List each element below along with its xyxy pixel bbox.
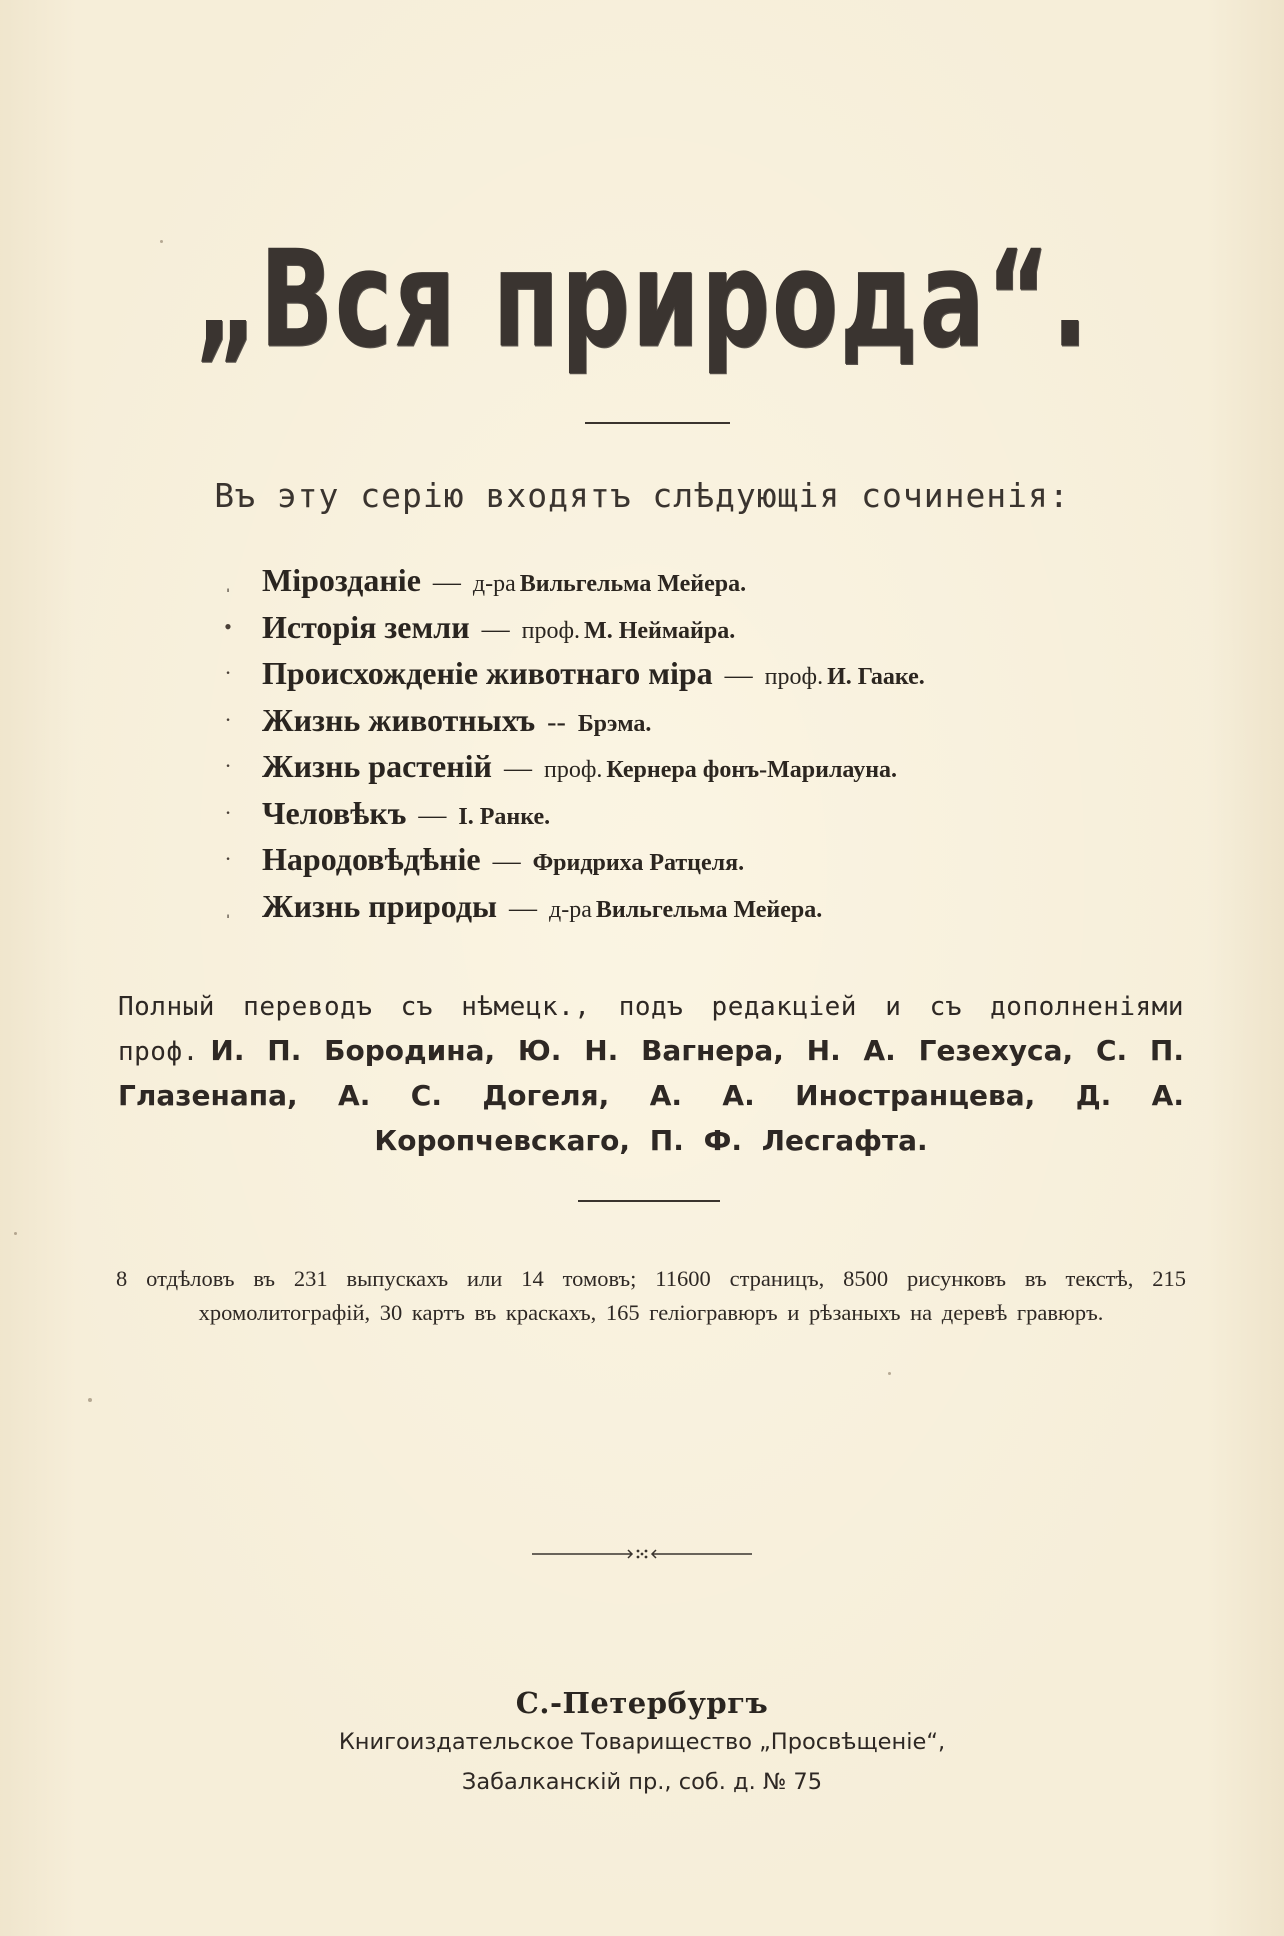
work-title: Мірозданіе: [262, 562, 421, 598]
work-author: М. Неймайра.: [584, 617, 736, 644]
paper-speck: [88, 1398, 92, 1402]
author-prefix: д-ра: [472, 571, 516, 597]
ornament-divider-icon: [532, 1544, 752, 1564]
list-marker: ·: [224, 846, 232, 871]
work-dash: —: [492, 846, 521, 877]
work-dash: —: [481, 613, 510, 645]
section-divider: [578, 1200, 720, 1202]
work-title: Жизнь животныхъ: [262, 701, 536, 738]
list-item: [224, 557, 1222, 604]
work-author: Вильгельма Мейера.: [519, 571, 747, 597]
work-title: Народовѣдѣніе: [262, 841, 481, 877]
list-item: [224, 743, 1222, 790]
list-item: [224, 836, 1222, 883]
work-author: Фридриха Ратцеля.: [532, 850, 745, 876]
translation-lead: Полный переводъ съ нѣмецк., подъ редакціей и съ дополненіями проф.: [118, 992, 1184, 1067]
list-marker: •: [224, 613, 232, 639]
editors-list: И. П. Бородина, Ю. Н. Вагнера, Н. А. Гезехуса, С. П. Глазенапа, А. С. Догеля, А. А. Иностранцева, Д. А. Коропчевскаго, П. Ф. Лесгафта.: [118, 1034, 1184, 1157]
series-intro: Въ эту серію входятъ слѣдующія сочиненія:: [214, 476, 1070, 515]
paper-speck: [14, 1232, 17, 1235]
author-prefix: проф.: [521, 617, 581, 644]
author-prefix: проф.: [543, 757, 603, 783]
work-dash: —: [724, 660, 753, 691]
publisher-name: Книгоиздательское Товарищество „Просвѣщеніе“,: [338, 1729, 946, 1755]
paper-speck: [160, 240, 163, 243]
list-item: [224, 604, 1222, 651]
work-title: Жизнь растеній: [262, 748, 492, 784]
work-dash: —: [503, 753, 532, 784]
author-prefix: д-ра: [549, 896, 592, 923]
work-author: И. Гааке.: [827, 664, 925, 690]
works-list: [224, 557, 1222, 929]
work-author: Брэма.: [577, 710, 652, 737]
work-dash: --: [547, 706, 566, 738]
list-marker: ˌ: [224, 892, 232, 918]
work-author: I. Ранке.: [458, 803, 551, 830]
work-title: Человѣкъ: [262, 794, 407, 831]
author-prefix: проф.: [764, 664, 824, 690]
work-dash: —: [432, 567, 461, 598]
list-item: [224, 883, 1222, 930]
publisher: [0, 1722, 1284, 1802]
series-title: „Вся природа“.: [194, 222, 1090, 378]
list-marker: ·: [224, 706, 232, 732]
list-marker: ·: [224, 753, 232, 778]
edition-stats: 8 отдѣловъ въ 231 выпускахъ или 14 томовъ; 11600 страницъ, 8500 рисунковъ въ текстѣ, 215 хромолитографій, 30 картъ въ краскахъ, 165 геліогравюръ и рѣзаныхъ на деревѣ гравюръ.: [116, 1266, 1186, 1325]
translation-credits: [118, 985, 1184, 1164]
list-marker: ˌ: [224, 567, 232, 592]
work-title: Жизнь природы: [262, 887, 498, 924]
list-item: [224, 790, 1222, 837]
list-item: [224, 697, 1222, 744]
work-author: Вильгельма Мейера.: [595, 896, 823, 923]
work-dash: —: [418, 799, 447, 831]
list-item: [224, 650, 1222, 697]
title-divider: [585, 422, 730, 424]
publisher-address: Забалканскій пр., соб. д. № 75: [461, 1769, 823, 1795]
work-title: Происхожденіе животнаго міра: [262, 655, 713, 691]
city: С.-Петербургъ: [515, 1686, 769, 1720]
work-title: Исторія земли: [262, 608, 470, 645]
paper-speck: [888, 1372, 891, 1375]
list-marker: ·: [224, 799, 232, 825]
list-marker: ·: [224, 660, 232, 685]
work-author: Кернера фонъ-Марилауна.: [606, 757, 898, 783]
work-dash: —: [509, 892, 538, 924]
